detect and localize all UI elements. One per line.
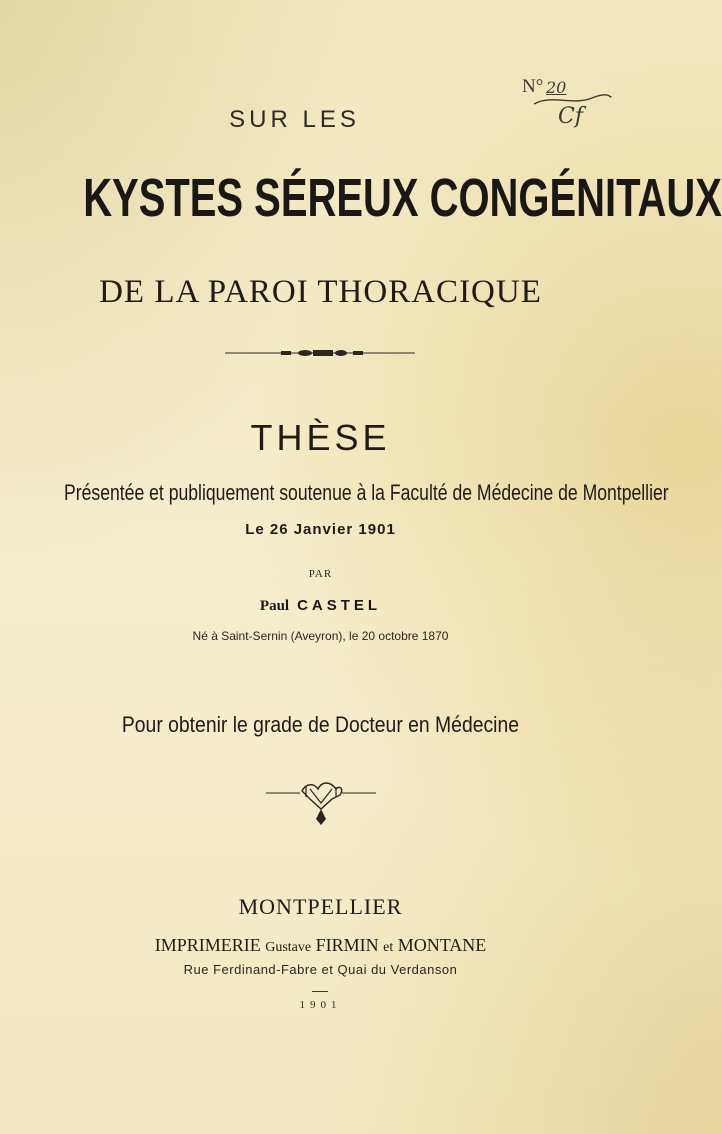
pre-title: SUR LES	[229, 106, 360, 133]
by-label: PAR	[308, 568, 333, 580]
printer-part: MONTANE	[393, 935, 487, 955]
page-title: KYSTES SÉREUX CONGÉNITAUX	[83, 168, 722, 228]
printer-part: Gustave	[265, 940, 312, 955]
divider	[312, 991, 328, 992]
subtitle: DE LA PAROI THORACIQUE	[99, 274, 542, 310]
printer-part: IMPRIMERIE	[154, 935, 266, 955]
thesis-heading: THÈSE	[250, 417, 391, 458]
author-name	[0, 597, 641, 615]
shelfmark-code: Cf	[558, 104, 583, 129]
author-last-name: CASTEL	[297, 597, 382, 614]
shelfmark-number: 20	[546, 78, 567, 97]
shelfmark-number-prefix: N°	[522, 76, 544, 97]
printer-part: et	[383, 940, 394, 955]
presented-line: Présentée et publiquement soutenue à la Faculté de Médecine de Montpellier	[64, 480, 669, 505]
imprint-year: 1901	[299, 999, 342, 1011]
author-first-name: Paul	[259, 598, 290, 614]
printer-vignette-icon	[266, 775, 376, 831]
defense-date: Le 26 Janvier 1901	[245, 521, 396, 538]
author-birth: Né à Saint-Sernin (Aveyron), le 20 octobre 1870	[192, 629, 449, 643]
imprint-printer	[0, 935, 641, 956]
ornamental-rule-icon	[225, 348, 415, 358]
imprint-city: MONTPELLIER	[238, 894, 403, 919]
degree-purpose: Pour obtenir le grade de Docteur en Médecine	[121, 712, 520, 737]
printer-part: FIRMIN	[311, 935, 384, 955]
imprint-address: Rue Ferdinand-Fabre et Quai du Verdanson	[183, 962, 458, 977]
